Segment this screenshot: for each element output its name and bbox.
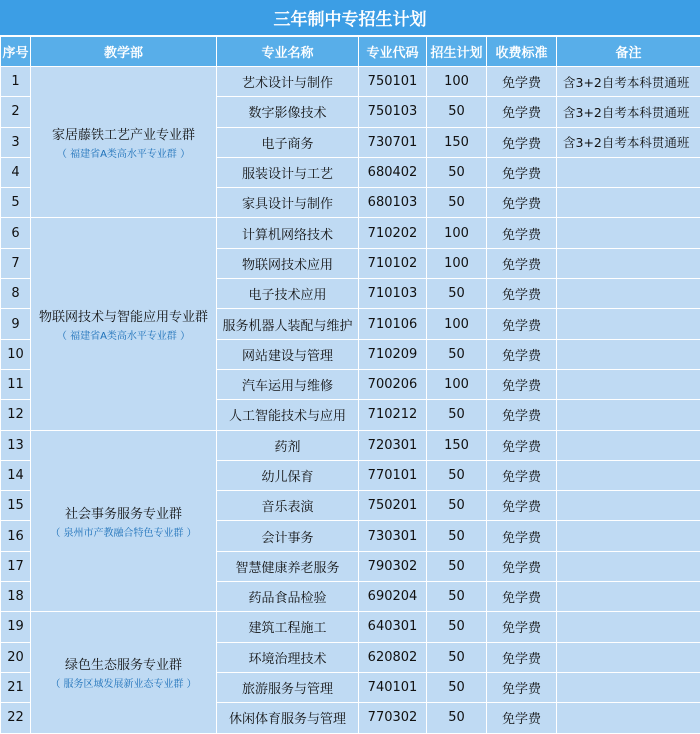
department-group-cell [31, 218, 217, 430]
row-number-cell: 10 [1, 339, 31, 369]
major-name-cell: 环境治理技术 [217, 642, 359, 672]
major-code-cell: 790302 [359, 551, 427, 581]
major-name-cell: 旅游服务与管理 [217, 672, 359, 702]
major-code-cell: 640301 [359, 612, 427, 642]
enrollment-plan-cell: 50 [427, 400, 487, 430]
fee-standard-cell: 免学费 [487, 703, 557, 733]
row-number-cell: 1 [1, 67, 31, 97]
row-number-cell: 18 [1, 582, 31, 612]
note-cell [557, 521, 700, 551]
enrollment-plan-cell: 50 [427, 157, 487, 187]
major-code-cell: 750101 [359, 67, 427, 97]
fee-standard-cell: 免学费 [487, 339, 557, 369]
department-group-tag: （ 福建省A类高水平专业群 ） [31, 327, 216, 342]
fee-standard-cell: 免学费 [487, 248, 557, 278]
major-name-cell: 物联网技术应用 [217, 248, 359, 278]
enrollment-plan-cell: 150 [427, 127, 487, 157]
row-number-cell: 4 [1, 157, 31, 187]
major-code-cell: 750103 [359, 97, 427, 127]
department-group-tag: （ 服务区域发展新业态专业群 ） [31, 675, 216, 690]
fee-standard-cell: 免学费 [487, 672, 557, 702]
row-number-cell: 20 [1, 642, 31, 672]
table-row [1, 218, 700, 248]
note-cell [557, 703, 700, 733]
major-code-cell: 750201 [359, 491, 427, 521]
fee-standard-cell: 免学费 [487, 369, 557, 399]
note-cell [557, 279, 700, 309]
header-cell-no: 序号 [1, 37, 31, 67]
note-cell [557, 642, 700, 672]
note-cell [557, 309, 700, 339]
admission-plan-table [0, 36, 700, 734]
major-code-cell: 770101 [359, 460, 427, 490]
table-row [1, 67, 700, 97]
note-cell [557, 400, 700, 430]
fee-standard-cell: 免学费 [487, 460, 557, 490]
row-number-cell: 12 [1, 400, 31, 430]
fee-standard-cell: 免学费 [487, 582, 557, 612]
enrollment-plan-cell: 50 [427, 188, 487, 218]
fee-standard-cell: 免学费 [487, 67, 557, 97]
note-cell [557, 188, 700, 218]
header-cell-fee: 收费标准 [487, 37, 557, 67]
note-cell [557, 582, 700, 612]
department-group-tag: （ 泉州市产教融合特色专业群 ） [31, 524, 216, 539]
major-name-cell: 服务机器人装配与维护 [217, 309, 359, 339]
note-cell [557, 460, 700, 490]
major-code-cell: 690204 [359, 582, 427, 612]
major-name-cell: 电子商务 [217, 127, 359, 157]
major-name-cell: 艺术设计与制作 [217, 67, 359, 97]
note-cell [557, 491, 700, 521]
enrollment-plan-cell: 150 [427, 430, 487, 460]
department-group-cell [31, 612, 217, 733]
major-name-cell: 幼儿保育 [217, 460, 359, 490]
note-cell [557, 612, 700, 642]
enrollment-plan-cell: 50 [427, 491, 487, 521]
row-number-cell: 7 [1, 248, 31, 278]
note-cell: 含3+2自考本科贯通班 [557, 67, 700, 97]
major-code-cell: 730701 [359, 127, 427, 157]
note-cell [557, 157, 700, 187]
fee-standard-cell: 免学费 [487, 157, 557, 187]
major-code-cell: 710102 [359, 248, 427, 278]
major-name-cell: 电子技术应用 [217, 279, 359, 309]
department-group-cell [31, 67, 217, 218]
major-name-cell: 服装设计与工艺 [217, 157, 359, 187]
row-number-cell: 2 [1, 97, 31, 127]
note-cell [557, 430, 700, 460]
major-code-cell: 710103 [359, 279, 427, 309]
row-number-cell: 14 [1, 460, 31, 490]
major-code-cell: 680103 [359, 188, 427, 218]
table-row [1, 612, 700, 642]
major-code-cell: 710202 [359, 218, 427, 248]
major-code-cell: 720301 [359, 430, 427, 460]
fee-standard-cell: 免学费 [487, 309, 557, 339]
note-cell [557, 369, 700, 399]
note-cell [557, 672, 700, 702]
header-cell-code: 专业代码 [359, 37, 427, 67]
major-name-cell: 网站建设与管理 [217, 339, 359, 369]
fee-standard-cell: 免学费 [487, 218, 557, 248]
major-name-cell: 药品食品检验 [217, 582, 359, 612]
table-title: 三年制中专招生计划 [0, 0, 700, 36]
major-name-cell: 音乐表演 [217, 491, 359, 521]
major-code-cell: 740101 [359, 672, 427, 702]
enrollment-plan-cell: 100 [427, 309, 487, 339]
major-name-cell: 药剂 [217, 430, 359, 460]
major-code-cell: 700206 [359, 369, 427, 399]
major-name-cell: 会计事务 [217, 521, 359, 551]
fee-standard-cell: 免学费 [487, 430, 557, 460]
enrollment-plan-cell: 100 [427, 369, 487, 399]
row-number-cell: 13 [1, 430, 31, 460]
header-cell-major: 专业名称 [217, 37, 359, 67]
fee-standard-cell: 免学费 [487, 188, 557, 218]
enrollment-plan-cell: 50 [427, 703, 487, 733]
row-number-cell: 9 [1, 309, 31, 339]
row-number-cell: 6 [1, 218, 31, 248]
department-group-cell [31, 430, 217, 612]
fee-standard-cell: 免学费 [487, 491, 557, 521]
major-name-cell: 建筑工程施工 [217, 612, 359, 642]
row-number-cell: 19 [1, 612, 31, 642]
enrollment-plan-cell: 50 [427, 612, 487, 642]
department-group-tag: （ 福建省A类高水平专业群 ） [31, 145, 216, 160]
row-number-cell: 3 [1, 127, 31, 157]
department-group-name: 家居藤铁工艺产业专业群 [31, 124, 216, 143]
major-code-cell: 730301 [359, 521, 427, 551]
note-cell: 含3+2自考本科贯通班 [557, 127, 700, 157]
row-number-cell: 21 [1, 672, 31, 702]
major-code-cell: 680402 [359, 157, 427, 187]
enrollment-plan-cell: 50 [427, 460, 487, 490]
header-cell-note: 备注 [557, 37, 700, 67]
fee-standard-cell: 免学费 [487, 127, 557, 157]
row-number-cell: 8 [1, 279, 31, 309]
row-number-cell: 11 [1, 369, 31, 399]
major-name-cell: 汽车运用与维修 [217, 369, 359, 399]
major-name-cell: 智慧健康养老服务 [217, 551, 359, 581]
major-code-cell: 710212 [359, 400, 427, 430]
enrollment-plan-cell: 100 [427, 67, 487, 97]
enrollment-plan-cell: 50 [427, 97, 487, 127]
table-row [1, 430, 700, 460]
row-number-cell: 22 [1, 703, 31, 733]
major-code-cell: 620802 [359, 642, 427, 672]
department-group-name: 社会事务服务专业群 [31, 503, 216, 522]
note-cell [557, 339, 700, 369]
note-cell [557, 218, 700, 248]
major-name-cell: 数字影像技术 [217, 97, 359, 127]
major-code-cell: 710106 [359, 309, 427, 339]
header-cell-department: 教学部 [31, 37, 217, 67]
major-name-cell: 休闲体育服务与管理 [217, 703, 359, 733]
table-body [1, 67, 700, 734]
enrollment-plan-cell: 50 [427, 339, 487, 369]
note-cell [557, 551, 700, 581]
row-number-cell: 17 [1, 551, 31, 581]
major-name-cell: 人工智能技术与应用 [217, 400, 359, 430]
major-name-cell: 计算机网络技术 [217, 218, 359, 248]
enrollment-plan-cell: 50 [427, 521, 487, 551]
header-cell-plan: 招生计划 [427, 37, 487, 67]
note-cell: 含3+2自考本科贯通班 [557, 97, 700, 127]
fee-standard-cell: 免学费 [487, 551, 557, 581]
department-group-name: 绿色生态服务专业群 [31, 654, 216, 673]
row-number-cell: 5 [1, 188, 31, 218]
enrollment-plan-cell: 50 [427, 672, 487, 702]
enrollment-plan-cell: 50 [427, 279, 487, 309]
major-name-cell: 家具设计与制作 [217, 188, 359, 218]
enrollment-plan-cell: 100 [427, 218, 487, 248]
enrollment-plan-cell: 50 [427, 642, 487, 672]
row-number-cell: 15 [1, 491, 31, 521]
enrollment-plan-cell: 50 [427, 551, 487, 581]
fee-standard-cell: 免学费 [487, 279, 557, 309]
fee-standard-cell: 免学费 [487, 400, 557, 430]
row-number-cell: 16 [1, 521, 31, 551]
major-code-cell: 710209 [359, 339, 427, 369]
fee-standard-cell: 免学费 [487, 521, 557, 551]
fee-standard-cell: 免学费 [487, 612, 557, 642]
major-code-cell: 770302 [359, 703, 427, 733]
enrollment-plan-cell: 50 [427, 582, 487, 612]
department-group-name: 物联网技术与智能应用专业群 [31, 306, 216, 325]
fee-standard-cell: 免学费 [487, 642, 557, 672]
fee-standard-cell: 免学费 [487, 97, 557, 127]
note-cell [557, 248, 700, 278]
enrollment-plan-cell: 100 [427, 248, 487, 278]
header-row [1, 37, 700, 67]
